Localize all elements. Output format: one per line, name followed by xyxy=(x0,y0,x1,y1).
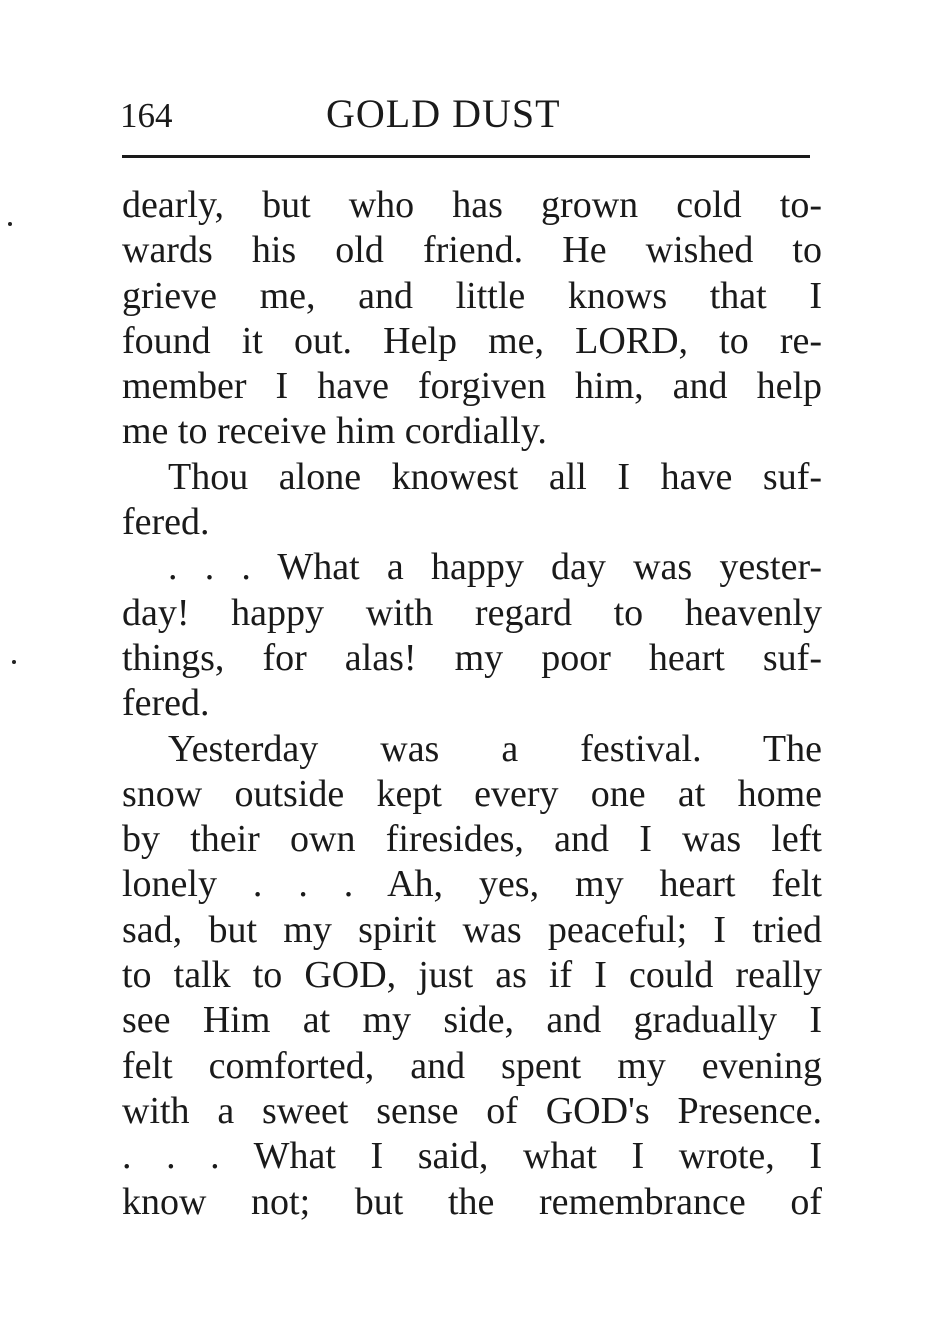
text-line: sad, but my spirit was peaceful; I tried xyxy=(122,908,822,951)
text-line: fered. xyxy=(122,501,210,544)
text-line: by their own firesides, and I was left xyxy=(122,818,822,861)
page-number: 164 xyxy=(120,96,173,135)
body-text xyxy=(122,183,822,1225)
text-line: day! happy with regard to heavenly xyxy=(122,591,822,634)
running-title: GOLD DUST xyxy=(326,91,561,136)
text-line: see Him at my side, and gradually I xyxy=(122,999,822,1042)
text-line: Thou alone knowest all I have suf- xyxy=(168,455,822,498)
text-line: member I have forgiven him, and help xyxy=(122,365,822,408)
text-line: wards his old friend. He wished to xyxy=(122,229,822,272)
header-rule xyxy=(122,155,810,158)
text-line: fered. xyxy=(122,682,210,725)
text-line: felt comforted, and spent my evening xyxy=(122,1044,822,1087)
text-line: lonely . . . Ah, yes, my heart felt xyxy=(122,863,822,906)
text-line: to talk to GOD, just as if I could really xyxy=(122,954,822,997)
text-line: me to receive him cordially. xyxy=(122,410,547,453)
text-line: snow outside kept every one at home xyxy=(122,772,822,815)
scan-speck xyxy=(8,222,12,226)
text-line: with a sweet sense of GOD's Presence. xyxy=(122,1089,822,1132)
text-line: dearly, but who has grown cold to- xyxy=(122,184,822,226)
text-line: things, for alas! my poor heart suf- xyxy=(122,636,822,679)
scan-speck xyxy=(12,660,16,664)
text-line: found it out. Help me, LORD, to re- xyxy=(122,319,822,362)
text-line: grieve me, and little knows that I xyxy=(122,274,822,317)
text-line: . . . What a happy day was yester- xyxy=(168,546,822,589)
text-line: . . . What I said, what I wrote, I xyxy=(122,1135,822,1178)
text-line: know not; but the remembrance of xyxy=(122,1180,822,1223)
text-line: Yesterday was a festival. The xyxy=(168,727,822,770)
